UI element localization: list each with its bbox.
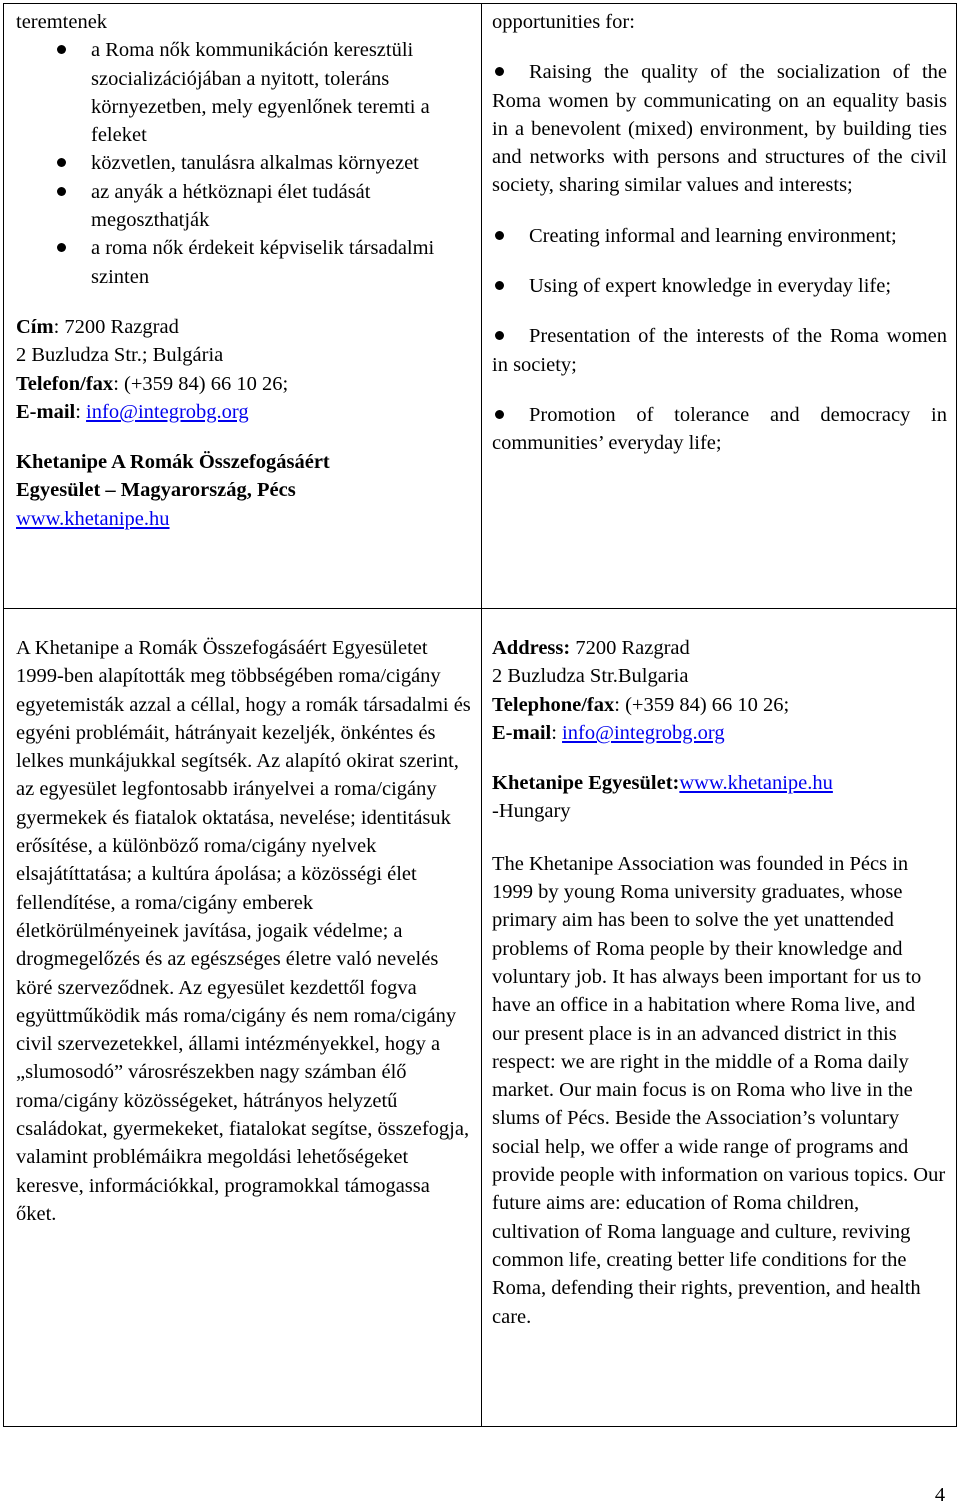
list-item xyxy=(492,58,947,199)
bullet-icon xyxy=(57,187,66,196)
cell-top-left-hungarian xyxy=(16,8,471,533)
list-item xyxy=(16,149,471,177)
intro-text: opportunities for: xyxy=(492,11,635,33)
address-line-1 xyxy=(16,313,471,341)
description-paragraph-hungarian: A Khetanipe a Romák Összefogásáért Egyesületet 1999-ben alapították meg többségében roma/cigány egyetemisták azzal a céllal, hogy a romák társadalmi és egyéni problémáit, hátrányait kezeljék, önkéntes és lelkes munkájukkal segítsék. Az alapító okirat szerint, az egyesület legfontosabb irányelvei a roma/cigány gyermekek és fiatalok oktatása, nevelése; identitásuk erősítése, a különböző roma/cigány nyelvek elsajátíttatása; a kultúra ápolása; a közösségi élet fellendítése, a roma/cigány emberek életkörülményeinek javítása, jogaik védelme; a drogmegelőzés és az egészséges életre való nevelés köré szerveződnek. Az egyesület kezdettől fogva együttműködik más roma/cigány és nem roma/cigány civil szervezetekkel, állami intézményekkel, hogy a „slumosodó” városrészekben nagy számban élő roma/cigány közösségeket, hátrányos helyzetű családokat, gyermekeket, fiatalokat segítse, összefogja, valamint problémáikra megoldási lehetőségeket keresve, információkkal, programokkal támogassa őket. xyxy=(16,637,471,1225)
phone-label: Telephone/fax xyxy=(492,693,615,716)
document-table xyxy=(3,3,957,1427)
bullet-icon xyxy=(495,231,504,240)
address-value: : 7200 Razgrad xyxy=(53,315,179,338)
page-number: 4 xyxy=(934,1484,946,1506)
org-name-line-1: Khetanipe A Romák Összefogásáért xyxy=(16,451,330,474)
email-label: E-mail xyxy=(16,400,76,423)
list-item xyxy=(492,322,947,379)
email-link[interactable]: info@integrobg.org xyxy=(86,400,249,423)
list-item-text: Presentation of the interests of the Roma women in society; xyxy=(492,325,947,376)
email-link[interactable]: info@integrobg.org xyxy=(562,721,725,744)
address-line-1 xyxy=(492,634,947,662)
column-divider xyxy=(481,4,482,1426)
address-label: Cím xyxy=(16,315,54,338)
org-separator: : xyxy=(672,772,680,795)
country-line: -Hungary xyxy=(492,800,571,823)
email-separator: : xyxy=(75,400,87,423)
email-separator: : xyxy=(551,721,563,744)
list-item-text: a Roma nők kommunikáción keresztüli szocializációjában a nyitott, toleráns környezetben, mely egyenlőnek teremti a feleket xyxy=(91,39,430,147)
list-item-text: Promotion of tolerance and democracy in communities’ everyday life; xyxy=(492,403,947,455)
org-name-line-2: Egyesület – Magyarország, Pécs xyxy=(16,479,296,502)
phone-value: : (+359 84) 66 10 26; xyxy=(614,693,790,716)
org-line xyxy=(492,769,947,797)
intro-text: teremtenek xyxy=(16,11,108,33)
list-item-text: Raising the quality of the socialization of the Roma women by communicating on an equality basis in a benevolent (mixed) environment, by building ties and networks with persons and structures of the civil society, sharing similar values and interests; xyxy=(492,61,947,197)
description-paragraph-english: The Khetanipe Association was founded in Pécs in 1999 by young Roma university graduates, whose primary aim has been to solve the yet unattended problems of Roma people by their knowledge and voluntary job. It has always been important for us to have an office in a habitation where Roma live, and our present place is in an advanced district in this respect: we are right in the middle of a Roma daily market. Our main focus is on Roma who live in the slums of Pécs. Beside the Association’s voluntary social help, we offer a wide range of programs and provide people with information on various topics. Our future aims are: education of Roma children, cultivation of Roma language and culture, reviving common life, creating better life conditions for the Roma, defending their rights, prevention, and health care. xyxy=(492,852,946,1328)
address-label: Address: xyxy=(492,637,571,659)
email-line xyxy=(492,719,947,747)
website-link[interactable]: www.khetanipe.hu xyxy=(679,772,833,795)
org-label: Khetanipe Egyesület xyxy=(492,772,673,795)
list-item xyxy=(492,222,947,250)
bullet-icon xyxy=(495,281,504,290)
cell-top-right-english xyxy=(492,8,947,480)
list-item-text: Using of expert knowledge in everyday life; xyxy=(529,275,892,298)
list-item xyxy=(16,234,471,291)
website-link[interactable]: www.khetanipe.hu xyxy=(16,507,170,530)
goals-list-english xyxy=(492,58,947,457)
address-line-2: 2 Buzludza Str.; Bulgária xyxy=(16,344,224,367)
list-item-text: az anyák a hétköznapi élet tudását megoszthatják xyxy=(91,180,371,232)
goals-list-hungarian xyxy=(16,36,471,291)
list-item xyxy=(16,36,471,149)
bullet-icon xyxy=(495,410,504,419)
cell-bottom-right-english xyxy=(492,634,947,1331)
cell-bottom-left-hungarian xyxy=(16,634,471,1228)
address-line-2: 2 Buzludza Str.Bulgaria xyxy=(492,665,689,688)
email-label: E-mail xyxy=(492,721,552,744)
list-item xyxy=(492,401,947,458)
list-item-text: Creating informal and learning environment; xyxy=(529,224,897,247)
bullet-icon xyxy=(57,158,66,167)
phone-label: Telefon/fax xyxy=(16,372,114,395)
bullet-icon xyxy=(57,243,66,252)
bullet-icon xyxy=(495,331,504,340)
website-line xyxy=(16,505,471,533)
email-line xyxy=(16,398,471,426)
bullet-icon xyxy=(495,67,504,76)
row-divider xyxy=(4,608,956,609)
phone-line xyxy=(492,691,947,719)
bullet-icon xyxy=(57,45,66,54)
phone-value: : (+359 84) 66 10 26; xyxy=(113,372,289,395)
list-item xyxy=(492,272,947,300)
list-item-text: közvetlen, tanulásra alkalmas környezet xyxy=(91,152,419,175)
list-item-text: a roma nők érdekeit képviselik társadalmi szinten xyxy=(91,237,435,288)
phone-line xyxy=(16,370,471,398)
list-item xyxy=(16,178,471,235)
address-value: 7200 Razgrad xyxy=(570,637,690,659)
